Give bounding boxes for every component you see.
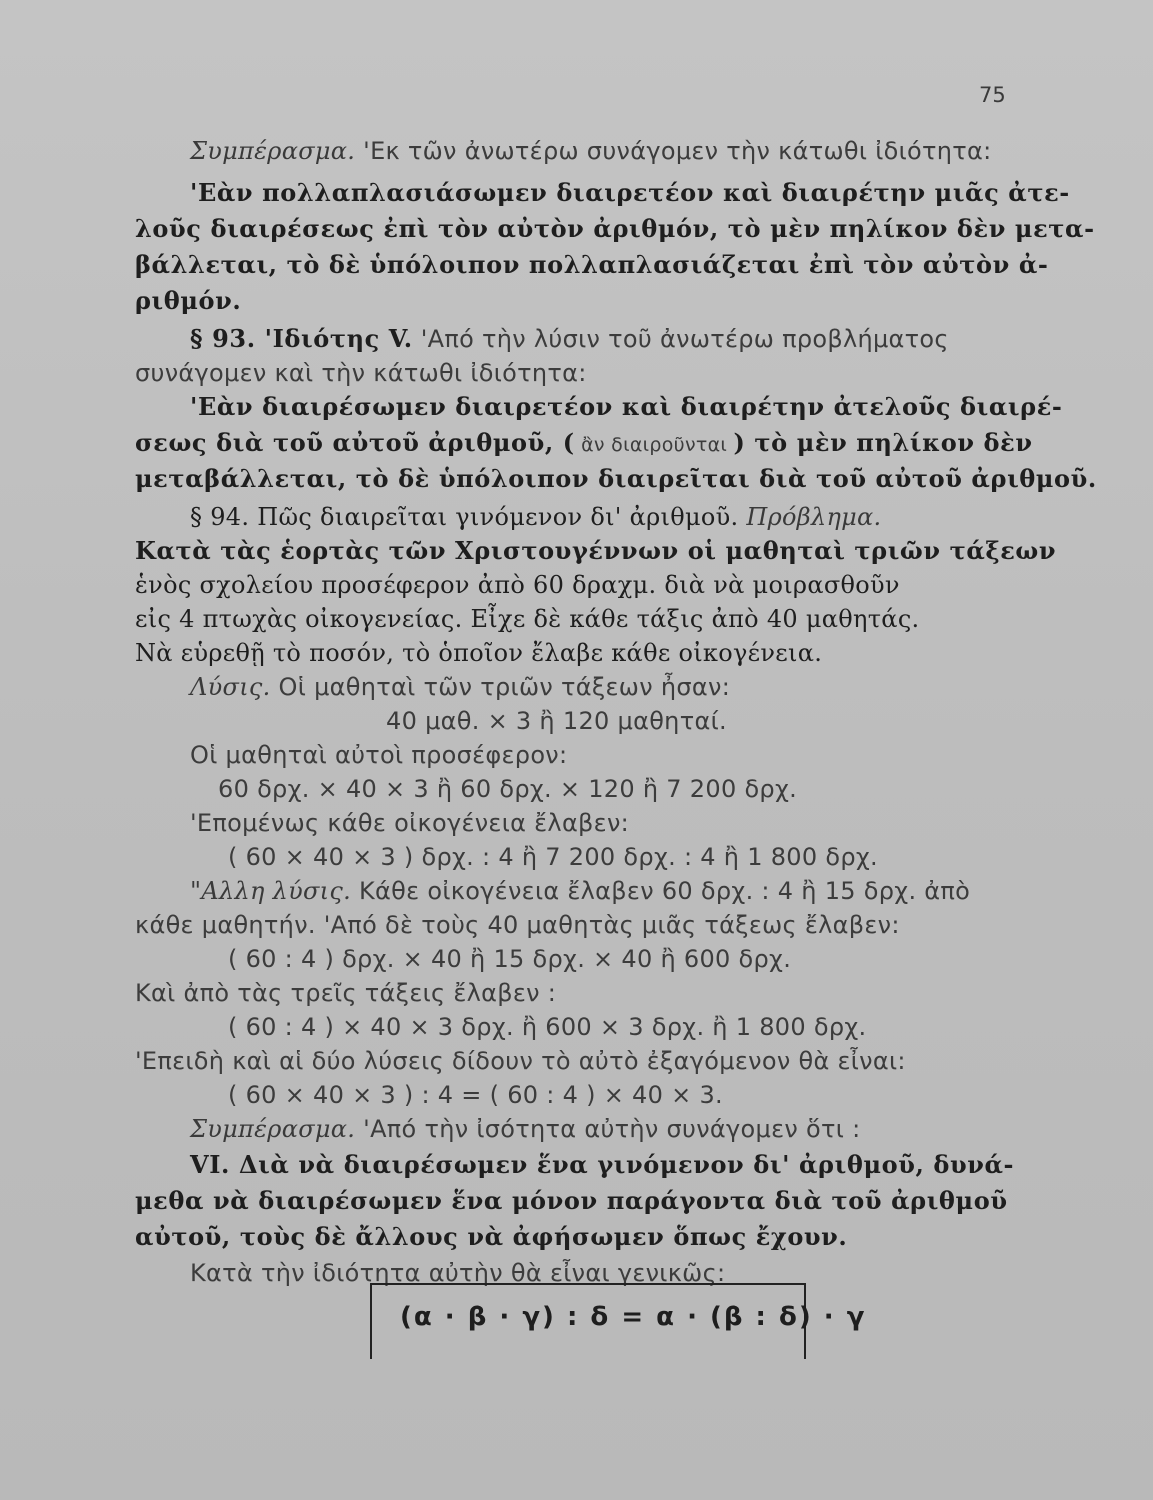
text-line bbox=[135, 214, 1095, 244]
text-span: ἂν διαιροῦνται bbox=[574, 434, 734, 456]
text-line bbox=[135, 570, 900, 600]
text-line bbox=[135, 358, 587, 388]
text-line bbox=[135, 910, 900, 940]
text-line bbox=[190, 1114, 861, 1144]
text-span: ριθμόν. bbox=[135, 286, 242, 315]
text-line bbox=[135, 536, 1056, 566]
text-span: Οἱ μαθηταὶ αὐτοὶ προσέφερον: bbox=[190, 741, 568, 769]
text-span: αὐτοῦ, τοὺς δὲ ἄλλους νὰ ἀφήσωμεν ὅπως ἔχουν. bbox=[135, 1222, 848, 1251]
text-span: λοῦς διαιρέσεως ἐπὶ τὸν αὐτὸν ἀριθμόν, τὸ μὲν πηλίκον δὲν μετα- bbox=[135, 214, 1095, 243]
text-span: Νὰ εὑρεθῇ τὸ ποσόν, τὸ ὁποῖον ἔλαβε κάθε οἰκογένεια. bbox=[135, 639, 823, 667]
text-line bbox=[228, 1080, 723, 1110]
text-span: 'Επομένως κάθε οἰκογένεια ἔλαβεν: bbox=[190, 809, 630, 837]
text-span: Συμπέρασμα. bbox=[190, 137, 356, 165]
text-line bbox=[190, 672, 730, 702]
text-span: "Αλλη λύσις. bbox=[190, 877, 352, 905]
text-span: Λύσις. bbox=[190, 673, 271, 701]
text-line bbox=[135, 1046, 906, 1076]
text-span: 60 δρχ. × 40 × 3 ἢ 60 δρχ. × 120 ἢ 7 200 δρχ. bbox=[218, 775, 798, 803]
text-span: ( 60 : 4 ) δρχ. × 40 ἢ 15 δρχ. × 40 ἢ 600 δρχ. bbox=[228, 945, 792, 973]
text-span: § 94. Πῶς διαιρεῖται γινόμενον δι' ἀριθμοῦ. bbox=[190, 503, 739, 531]
text-span: 'Επειδὴ καὶ αἱ δύο λύσεις δίδουν τὸ αὐτὸ ἐξαγόμενον θὰ εἶναι: bbox=[135, 1047, 906, 1075]
text-span: 'Εὰν πολλαπλασιάσωμεν διαιρετέον καὶ διαιρέτην μιᾶς ἀτε- bbox=[190, 178, 1070, 207]
text-line bbox=[135, 464, 1097, 494]
text-line bbox=[190, 502, 881, 532]
text-line bbox=[190, 136, 992, 166]
text-line bbox=[135, 604, 920, 634]
text-span: Κατὰ τὰς ἑορτὰς τῶν Χριστουγέννων οἱ μαθηταὶ τριῶν τάξεων bbox=[135, 536, 1057, 565]
text-span: Κατὰ τὴν ἰδιότητα αὐτὴν θὰ εἶναι γενικῶς: bbox=[190, 1259, 726, 1287]
text-span: 'Από τὴν ἰσότητα αὐτὴν συνάγομεν ὅτι : bbox=[355, 1115, 861, 1143]
text-line bbox=[190, 808, 629, 838]
text-line bbox=[135, 286, 241, 316]
text-span: Καὶ ἀπὸ τὰς τρεῖς τάξεις ἔλαβεν : bbox=[135, 979, 557, 1007]
text-span: 'Από τὴν λύσιν τοῦ ἀνωτέρω προβλήματος bbox=[412, 325, 949, 353]
text-span: εἰς 4 πτωχὰς οἰκογενείας. Εἶχε δὲ κάθε τάξις ἀπὸ 40 μαθητάς. bbox=[135, 605, 920, 633]
text-span: Πρόβλημα. bbox=[738, 503, 882, 531]
text-line bbox=[228, 842, 878, 872]
text-line bbox=[190, 740, 567, 770]
text-span: βάλλεται, τὸ δὲ ὑπόλοιπον πολλαπλασιάζεται ἐπὶ τὸν αὐτὸν ἀ- bbox=[135, 250, 1049, 279]
text-line bbox=[135, 1222, 847, 1252]
text-span: ἑνὸς σχολείου προσέφερον ἀπὸ 60 δραχμ. διὰ νὰ μοιρασθοῦν bbox=[135, 571, 900, 599]
text-line bbox=[386, 706, 727, 736]
text-line bbox=[190, 1150, 1014, 1180]
text-line bbox=[190, 392, 1062, 422]
text-span: Συμπέρασμα. bbox=[190, 1115, 356, 1143]
text-line bbox=[190, 324, 949, 354]
text-line bbox=[135, 250, 1048, 280]
text-span: VI. Διὰ νὰ διαιρέσωμεν ἕνα γινόμενον δι' ἀριθμοῦ, δυνά- bbox=[190, 1150, 1015, 1179]
text-line bbox=[228, 944, 791, 974]
text-span: 'Εὰν διαιρέσωμεν διαιρετέον καὶ διαιρέτην ἀτελοῦς διαιρέ- bbox=[190, 392, 1063, 421]
text-line bbox=[135, 428, 1033, 460]
text-span: Οἱ μαθηταὶ τῶν τριῶν τάξεων ἦσαν: bbox=[270, 673, 731, 701]
text-span: 40 μαθ. × 3 ἢ 120 μαθηταί. bbox=[386, 707, 727, 735]
text-span: ( 60 : 4 ) × 40 × 3 δρχ. ἢ 600 × 3 δρχ. ἢ 1 800 δρχ. bbox=[228, 1013, 867, 1041]
text-line bbox=[135, 1186, 1008, 1216]
text-line bbox=[228, 1012, 867, 1042]
text-span: ) τὸ μὲν πηλίκον δὲν bbox=[733, 428, 1033, 457]
text-span: ( 60 × 40 × 3 ) δρχ. : 4 ἢ 7 200 δρχ. : 4 ἢ 1 800 δρχ. bbox=[228, 843, 878, 871]
text-span: § 93. 'Ιδιότης V. bbox=[190, 324, 413, 353]
text-span: κάθε μαθητήν. 'Από δὲ τοὺς 40 μαθητὰς μιᾶς τάξεως ἔλαβεν: bbox=[135, 911, 900, 939]
text-span: Κάθε οἰκογένεια ἔλαβεν 60 δρχ. : 4 ἢ 15 δρχ. ἀπὸ bbox=[351, 877, 971, 905]
text-line bbox=[190, 876, 970, 906]
text-span: συνάγομεν καὶ τὴν κάτωθι ἰδιότητα: bbox=[135, 359, 587, 387]
text-line bbox=[135, 638, 822, 668]
text-line bbox=[218, 774, 797, 804]
text-line bbox=[135, 978, 556, 1008]
text-line bbox=[190, 178, 1070, 208]
page-number: 75 bbox=[979, 83, 1006, 107]
text-span: 'Εκ τῶν ἀνωτέρω συνάγομεν τὴν κάτωθι ἰδιότητα: bbox=[355, 137, 992, 165]
text-span: σεως διὰ τοῦ αὐτοῦ ἀριθμοῦ, ( bbox=[135, 428, 575, 457]
text-span: μεθα νὰ διαιρέσωμεν ἕνα μόνον παράγοντα διὰ τοῦ ἀριθμοῦ bbox=[135, 1186, 1008, 1215]
text-span: ( 60 × 40 × 3 ) : 4 = ( 60 : 4 ) × 40 × 3. bbox=[228, 1081, 723, 1109]
formula: (α · β · γ) : δ = α · (β : δ) · γ bbox=[400, 1302, 867, 1332]
text-span: μεταβάλλεται, τὸ δὲ ὑπόλοιπον διαιρεῖται διὰ τοῦ αὐτοῦ ἀριθμοῦ. bbox=[135, 464, 1097, 493]
